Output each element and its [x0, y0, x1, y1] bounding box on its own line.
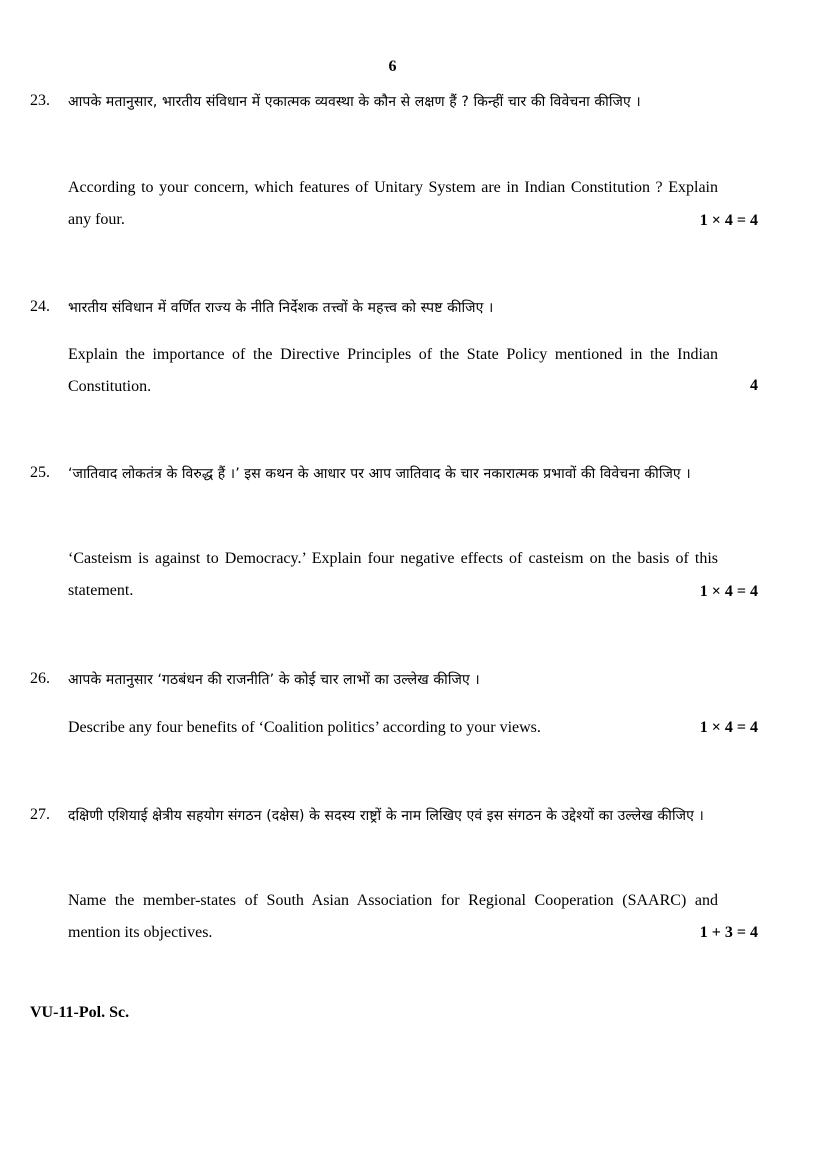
- question-27: [30, 804, 760, 954]
- page-number: 6: [388, 58, 397, 75]
- question-text-hindi: ‘जातिवाद लोकतंत्र के विरुद्ध हैं ।’ इस कथन के आधार पर आप जातिवाद के चार नकारात्मक प्रभावों की विवेचना कीजिए ।: [68, 466, 691, 482]
- question-number: 25.: [30, 464, 50, 481]
- question-26: [30, 668, 760, 748]
- marks: 4: [750, 377, 758, 394]
- question-text-hindi: दक्षिणी एशियाई क्षेत्रीय सहयोग संगठन (दक्षेस) के सदस्य राष्ट्रों के नाम लिखिए एवं इस संगठन के उद्देश्यों का उल्लेख कीजिए ।: [68, 808, 704, 824]
- question-number: 23.: [30, 92, 50, 109]
- question-24: [30, 296, 760, 406]
- question-text-english: Name the member-states of South Asian Association for Regional Cooperation (SAARC) and mention its objectives.: [68, 892, 718, 941]
- question-number: 27.: [30, 806, 50, 823]
- question-23: [30, 88, 760, 238]
- marks: 1 × 4 = 4: [699, 212, 758, 229]
- question-number: 24.: [30, 298, 50, 315]
- question-text-hindi: आपके मतानुसार, भारतीय संविधान में एकात्मक व्यवस्था के कौन से लक्षण हैं ? किन्हीं चार की विवेचना कीजिए ।: [68, 94, 641, 110]
- question-text-hindi: आपके मतानुसार ‘गठबंधन की राजनीति’ के कोई चार लाभों का उल्लेख कीजिए ।: [68, 672, 480, 688]
- question-text-english: Describe any four benefits of ‘Coalition politics’ according to your views.: [68, 719, 541, 736]
- marks: 1 + 3 = 4: [699, 924, 758, 941]
- question-25: [30, 463, 760, 613]
- paper-code: VU-11-Pol. Sc.: [30, 1004, 130, 1021]
- marks: 1 × 4 = 4: [699, 719, 758, 736]
- marks: 1 × 4 = 4: [699, 583, 758, 600]
- question-text-english: According to your concern, which features of Unitary System are in Indian Constitution ? Explain any four.: [68, 179, 718, 228]
- question-number: 26.: [30, 670, 50, 687]
- question-text-english: Explain the importance of the Directive Principles of the State Policy mentioned in the Indian Constitution.: [68, 346, 718, 395]
- question-text-english: ‘Casteism is against to Democracy.’ Explain four negative effects of casteism on the basis of this statement.: [68, 550, 718, 599]
- question-text-hindi: भारतीय संविधान में वर्णित राज्य के नीति निर्देशक तत्त्वों के महत्त्व को स्पष्ट कीजिए ।: [68, 300, 494, 316]
